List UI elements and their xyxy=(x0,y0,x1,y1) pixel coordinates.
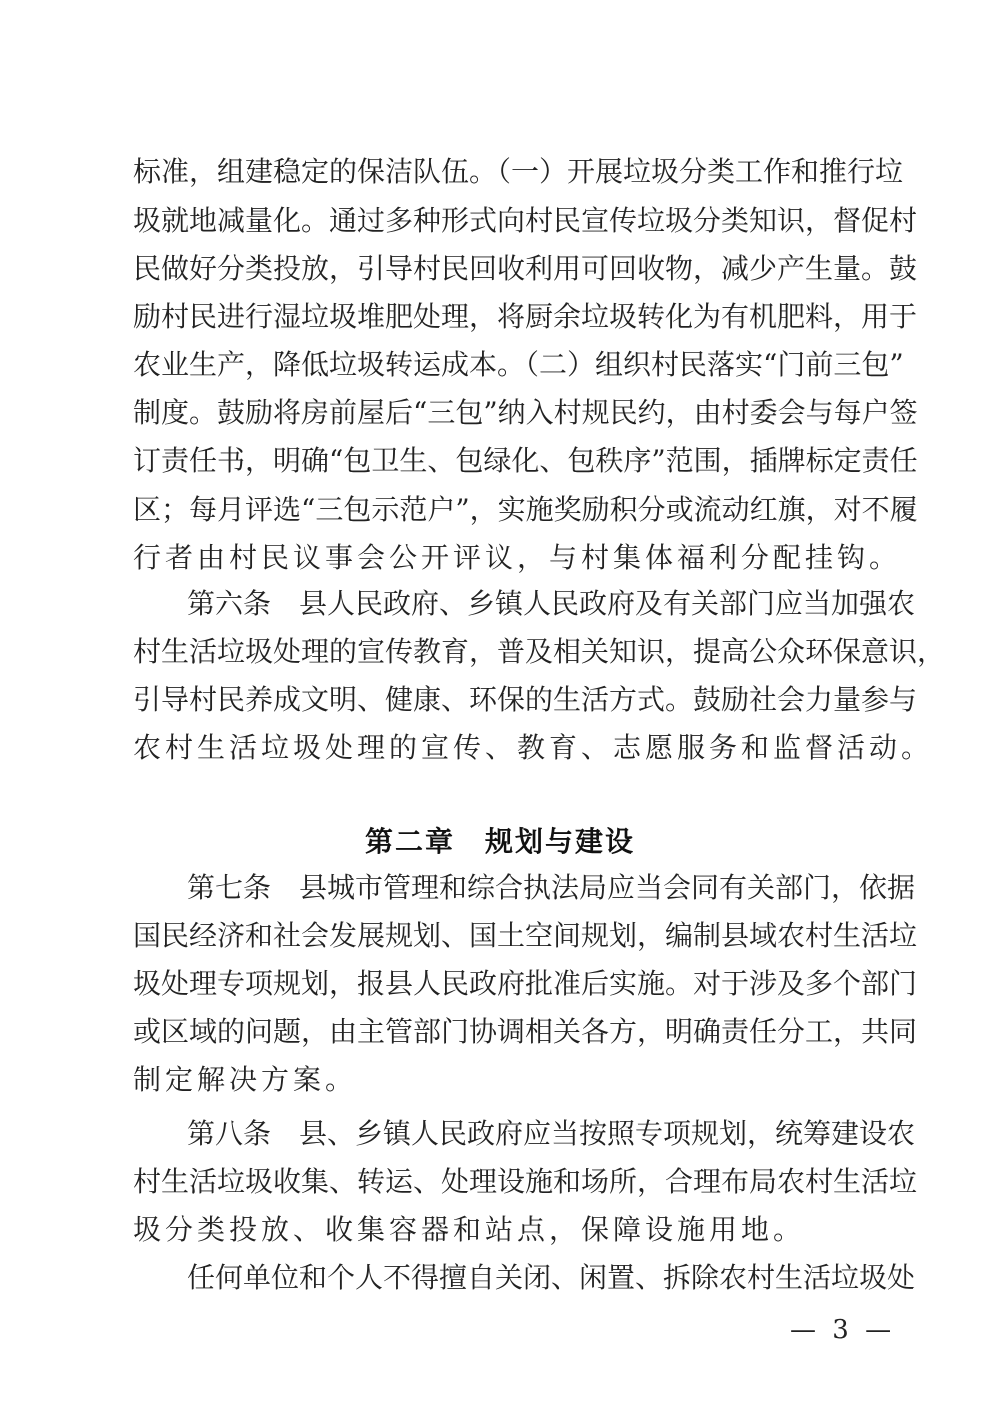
paragraph-0-line: 民做好分类投放，引导村民回收利用可回收物，减少产生量。鼓 xyxy=(133,252,918,285)
paragraph-0-line: 励村民进行湿垃圾堆肥处理，将厨余垃圾转化为有机肥料，用于 xyxy=(133,300,918,333)
paragraph-3-line: 村生活垃圾收集、转运、处理设施和场所，合理布局农村生活垃 xyxy=(133,1165,918,1198)
chapter-number: 第二章 xyxy=(364,825,455,858)
paragraph-0-line: 订责任书，明确“包卫生、包绿化、包秩序”范围，插牌标定责任 xyxy=(133,444,918,477)
paragraph-2-line: 或区域的问题，由主管部门协调相关各方，明确责任分工，共同 xyxy=(133,1015,918,1048)
paragraph-1-line: 村生活垃圾处理的宣传教育，普及相关知识，提高公众环保意识， xyxy=(133,635,946,668)
paragraph-0-line: 制度。鼓励将房前屋后“三包”纳入村规民约，由村委会与每户签 xyxy=(133,396,918,429)
paragraph-2-line: 国民经济和社会发展规划、国土空间规划，编制县域农村生活垃 xyxy=(133,919,918,952)
chapter-title: 规划与建设 xyxy=(485,825,636,858)
paragraph-2-line: 制定解决方案。 xyxy=(133,1063,358,1096)
paragraph-0-line: 标准，组建稳定的保洁队伍。（一）开展垃圾分类工作和推行垃 xyxy=(133,155,904,188)
paragraph-2-line: 圾处理专项规划，报县人民政府批准后实施。对于涉及多个部门 xyxy=(133,967,918,1000)
paragraph-3-line: 圾分类投放、收集容器和站点，保障设施用地。 xyxy=(133,1213,806,1246)
paragraph-4-line: 任何单位和个人不得擅自关闭、闲置、拆除农村生活垃圾处 xyxy=(187,1261,916,1294)
paragraph-2-line: 第七条 县城市管理和综合执法局应当会同有关部门，依据 xyxy=(187,871,916,904)
chapter-heading xyxy=(0,822,1000,862)
paragraph-0-line: 区；每月评选“三包示范户”，实施奖励积分或流动红旗，对不履 xyxy=(133,493,918,526)
paragraph-0-line: 圾就地减量化。通过多种形式向村民宣传垃圾分类知识，督促村 xyxy=(133,204,918,237)
paragraph-0-line: 行者由村民议事会公开评议，与村集体福利分配挂钩。 xyxy=(133,541,902,574)
paragraph-3-line: 第八条 县、乡镇人民政府应当按照专项规划，统筹建设农 xyxy=(187,1117,916,1150)
paragraph-1-line: 引导村民养成文明、健康、环保的生活方式。鼓励社会力量参与 xyxy=(133,683,918,716)
paragraph-1-line: 农村生活垃圾处理的宣传、教育、志愿服务和监督活动。 xyxy=(133,731,934,764)
paragraph-0-line: 农业生产，降低垃圾转运成本。（二）组织村民落实“门前三包” xyxy=(133,348,904,381)
paragraph-1-line: 第六条 县人民政府、乡镇人民政府及有关部门应当加强农 xyxy=(187,587,916,620)
page-number: — 3 — xyxy=(790,1315,896,1345)
